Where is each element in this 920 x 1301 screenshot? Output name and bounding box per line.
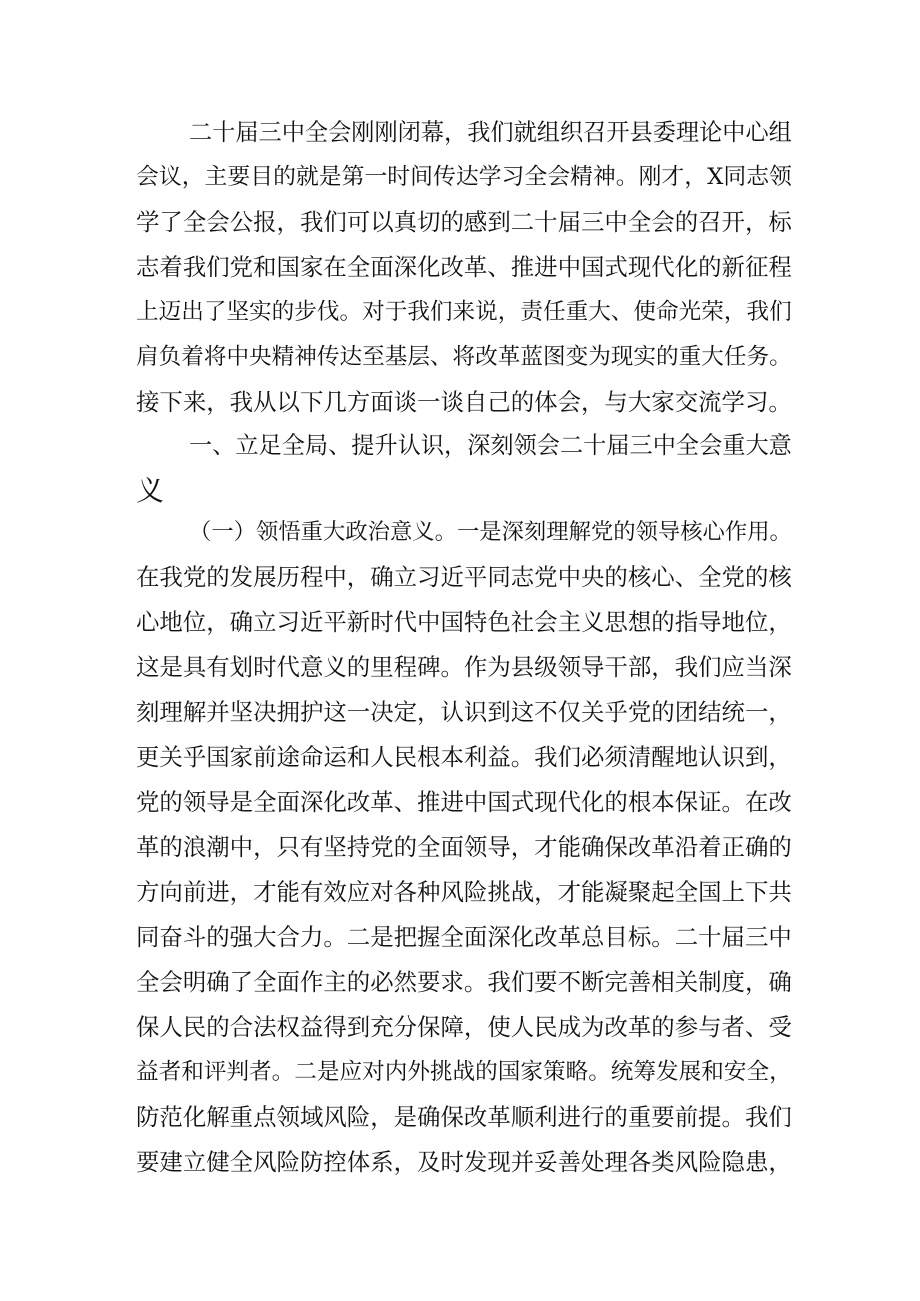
section-line: 全会明确了全面作主的必然要求。我们要不断完善相关制度，确 [136, 968, 792, 996]
intro-line: 上迈出了坚实的步伐。对于我们来说，责任重大、使命光荣，我们 [136, 299, 792, 325]
section-line: 更关乎国家前途命运和人民根本利益。我们必须清醒地认识到， [136, 743, 792, 771]
section-line: 同奋斗的强大合力。二是把握全面深化改革总目标。二十届三中 [136, 923, 792, 951]
section-line: 心地位，确立习近平新时代中国特色社会主义思想的指导地位， [136, 608, 792, 636]
section-line: 革的浪潮中，只有坚持党的全面领导，才能确保改革沿着正确的 [136, 833, 792, 861]
intro-line: 肩负着将中央精神传达至基层、将改革蓝图变为现实的重大任务。 [136, 344, 792, 370]
intro-line: 二十届三中全会刚刚闭幕，我们就组织召开县委理论中心组 [189, 119, 792, 146]
section-line: 防范化解重点领域风险，是确保改革顺利进行的重要前提。我们 [136, 1103, 792, 1131]
section-line: 刻理解并坚决拥护这一决定，认识到这不仅关乎党的团结统一， [136, 698, 792, 726]
intro-line: 接下来，我从以下几方面谈一谈自己的体会，与大家交流学习。 [136, 388, 792, 416]
section-line: 党的领导是全面深化改革、推进中国式现代化的根本保证。在改 [136, 788, 792, 816]
intro-line: 志着我们党和国家在全面深化改革、推进中国式现代化的新征程 [136, 253, 792, 281]
section-heading-line: 义 [136, 474, 165, 507]
section-line: 保人民的合法权益得到充分保障，使人民成为改革的参与者、受 [136, 1013, 792, 1041]
section-line: 在我党的发展历程中，确立习近平同志党中央的核心、全党的核 [136, 563, 792, 591]
section-line: 这是具有划时代意义的里程碑。作为县级领导干部，我们应当深 [136, 653, 792, 681]
section-line: （一）领悟重大政治意义。一是深刻理解党的领导核心作用。 [189, 519, 792, 545]
section-line: 要建立健全风险防控体系，及时发现并妥善处理各类风险隐患， [136, 1148, 792, 1176]
section-heading-line: 一、立足全局、提升认识，深刻领会二十届三中全会重大意 [189, 432, 792, 459]
section-line: 方向前进，才能有效应对各种风险挑战，才能凝聚起全国上下共 [136, 878, 792, 906]
intro-line: 会议，主要目的就是第一时间传达学习全会精神。刚才，X同志领 [136, 164, 792, 190]
intro-line: 学了全会公报，我们可以真切的感到二十届三中全会的召开，标 [136, 208, 792, 236]
section-line: 益者和评判者。二是应对内外挑战的国家策略。统筹发展和安全， [136, 1059, 792, 1085]
